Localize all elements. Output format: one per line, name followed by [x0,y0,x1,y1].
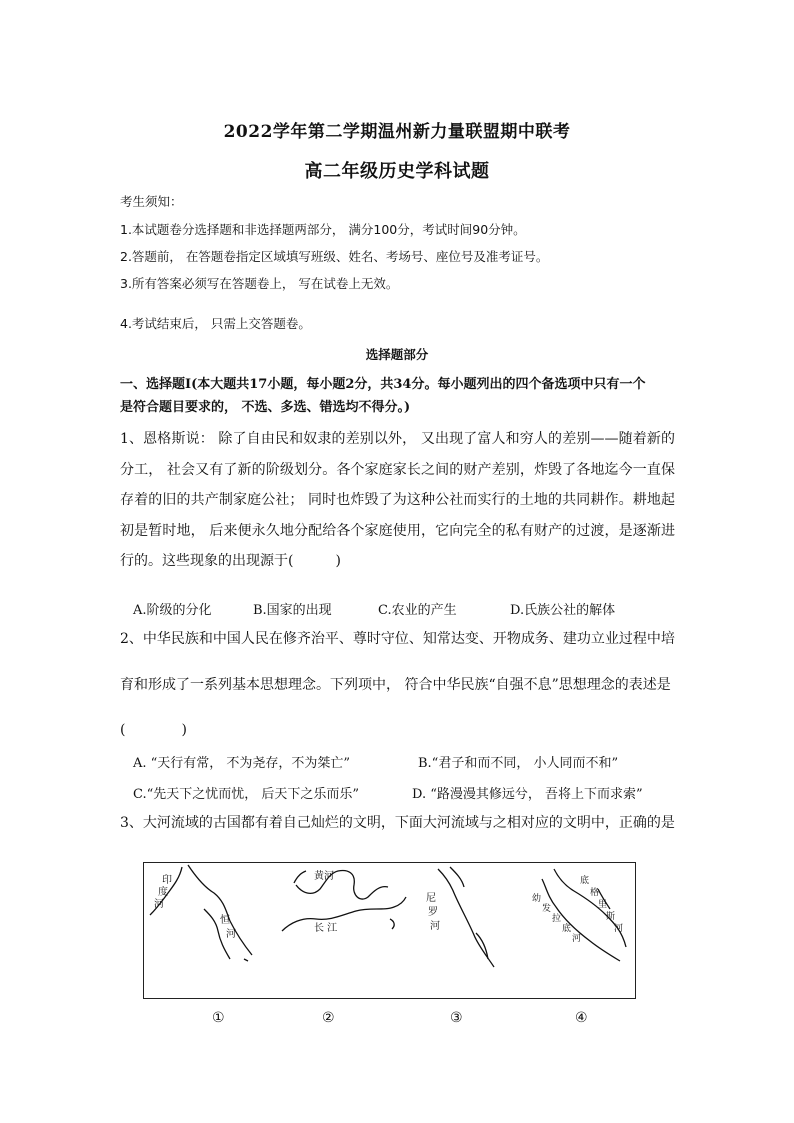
map4-tig-char-5: 河 [614,924,624,934]
notice-item-1: 1.本试题卷分选择题和非选择题两部分， 满分100分，考试时间90分钟。 [120,222,526,237]
q2-option-b: B.“君子和而不同， 小人同而不和” [418,756,619,771]
panel-number-1: ① [212,1010,225,1026]
question-1-text: 1、恩格斯说： 除了自由民和奴隶的差别以外， 又出现了富人和穷人的差别——随着新的分工， 社会又有了新的阶级划分。各个家庭家长之间的财产差别，炸毁了各地迄今一直保存着的旧的共产制家庭公社； 同时也炸毁了为这种公社而实行的土地的共同耕作。耕地起初是暂时地， 后来便永久地分配给各个家庭使用，它向完全的私有财产的过渡，是逐渐进行的。这些现象的出现源于( ) [120,431,675,569]
notice-item-2: 2.答题前， 在答题卷指定区域填写班级、姓名、考场号、座位号及准考证号。 [120,249,549,264]
map4-euph-char-3: 拉 [552,914,562,924]
exam-title-line2: 高二年级历史学科试题 [304,161,490,182]
map1-label-char-1: 印 [162,875,172,886]
panel-number-3: ③ [450,1010,463,1026]
q2-option-a: A. “天行有常， 不为尧存，不为桀亡” [133,756,351,771]
map3-nile-river [438,869,494,967]
map2-yellow-river [296,871,388,900]
map1-ganges-char-1: 恒 [220,915,230,926]
notice-heading: 考生须知： [120,194,183,209]
notice-item-3: 3.所有答案必须写在答题卷上， 写在试卷上无效。 [120,276,399,291]
river-maps-svg [144,863,637,1000]
question-2-line1: 2、中华民族和中国人民在修齐治平、尊时守位、知常达变、开物成务、建功立业过程中培 [120,631,675,647]
q1-option-a: A.阶级的分化 [133,603,212,618]
map1-label-char-2: 度 [158,887,168,898]
panel-number-4: ④ [575,1010,588,1026]
q1-option-c: C.农业的产生 [378,603,457,618]
question-2-line3: ( ) [120,722,187,738]
map1-ganges-char-2: 河 [226,929,236,940]
map4-euph-char-5: 河 [572,934,582,944]
map2-yellow-label: 黄河 [314,871,334,882]
map4-euph-char-4: 底 [562,924,572,934]
map4-euph-char-2: 发 [542,904,552,914]
map3-nile-char-1: 尼 [426,893,436,904]
map3-nile-char-2: 罗 [428,907,438,918]
map4-tig-char-3: 里 [598,900,608,910]
map4-tig-char-2: 格 [590,888,600,898]
map1-coast [188,865,252,955]
section-instruction-line1: 一、选择题I(本大题共17小题，每小题2分，共34分。每小题列出的四个备选项中只有一个 [120,377,646,392]
map1-label-char-3: 河 [154,899,164,910]
map3-nile-char-3: 河 [430,921,440,932]
question-2-line2: 育和形成了一系列基本思想理念。下列项中， 符合中华民族“自强不息”思想理念的表述是 [120,677,671,693]
notice-item-4: 4.考试结束后， 只需上交答题卷。 [120,316,311,331]
section-title: 选择题部分 [365,347,429,362]
q1-option-d: D.氏族公社的解体 [510,603,616,618]
map4-tig-char-1: 底 [580,876,590,886]
panel-number-2: ② [322,1010,335,1026]
map4-tig-char-4: 斯 [606,912,616,922]
section-instruction-line2: 是符合题目要求的， 不选、多选、错选均不得分。) [120,400,411,415]
q2-option-c: C.“先天下之忧而忧， 后天下之乐而乐” [133,787,360,802]
map4-euph-char-1: 幼 [532,894,542,904]
map2-yangtze-river [282,897,406,931]
question-3-text: 3、大河流域的古国都有着自己灿烂的文明，下面大河流域与之相对应的文明中，正确的是 [120,815,675,831]
q1-option-b: B.国家的出现 [253,603,332,618]
map2-yangtze-label: 长 江 [314,923,338,934]
q2-option-d: D. “路漫漫其修远兮， 吾将上下而求索” [412,787,643,802]
exam-title-line1: 2022学年第二学期温州新力量联盟期中联考 [223,122,571,142]
river-maps-figure [143,862,636,999]
map4-tigris-river [554,869,626,947]
